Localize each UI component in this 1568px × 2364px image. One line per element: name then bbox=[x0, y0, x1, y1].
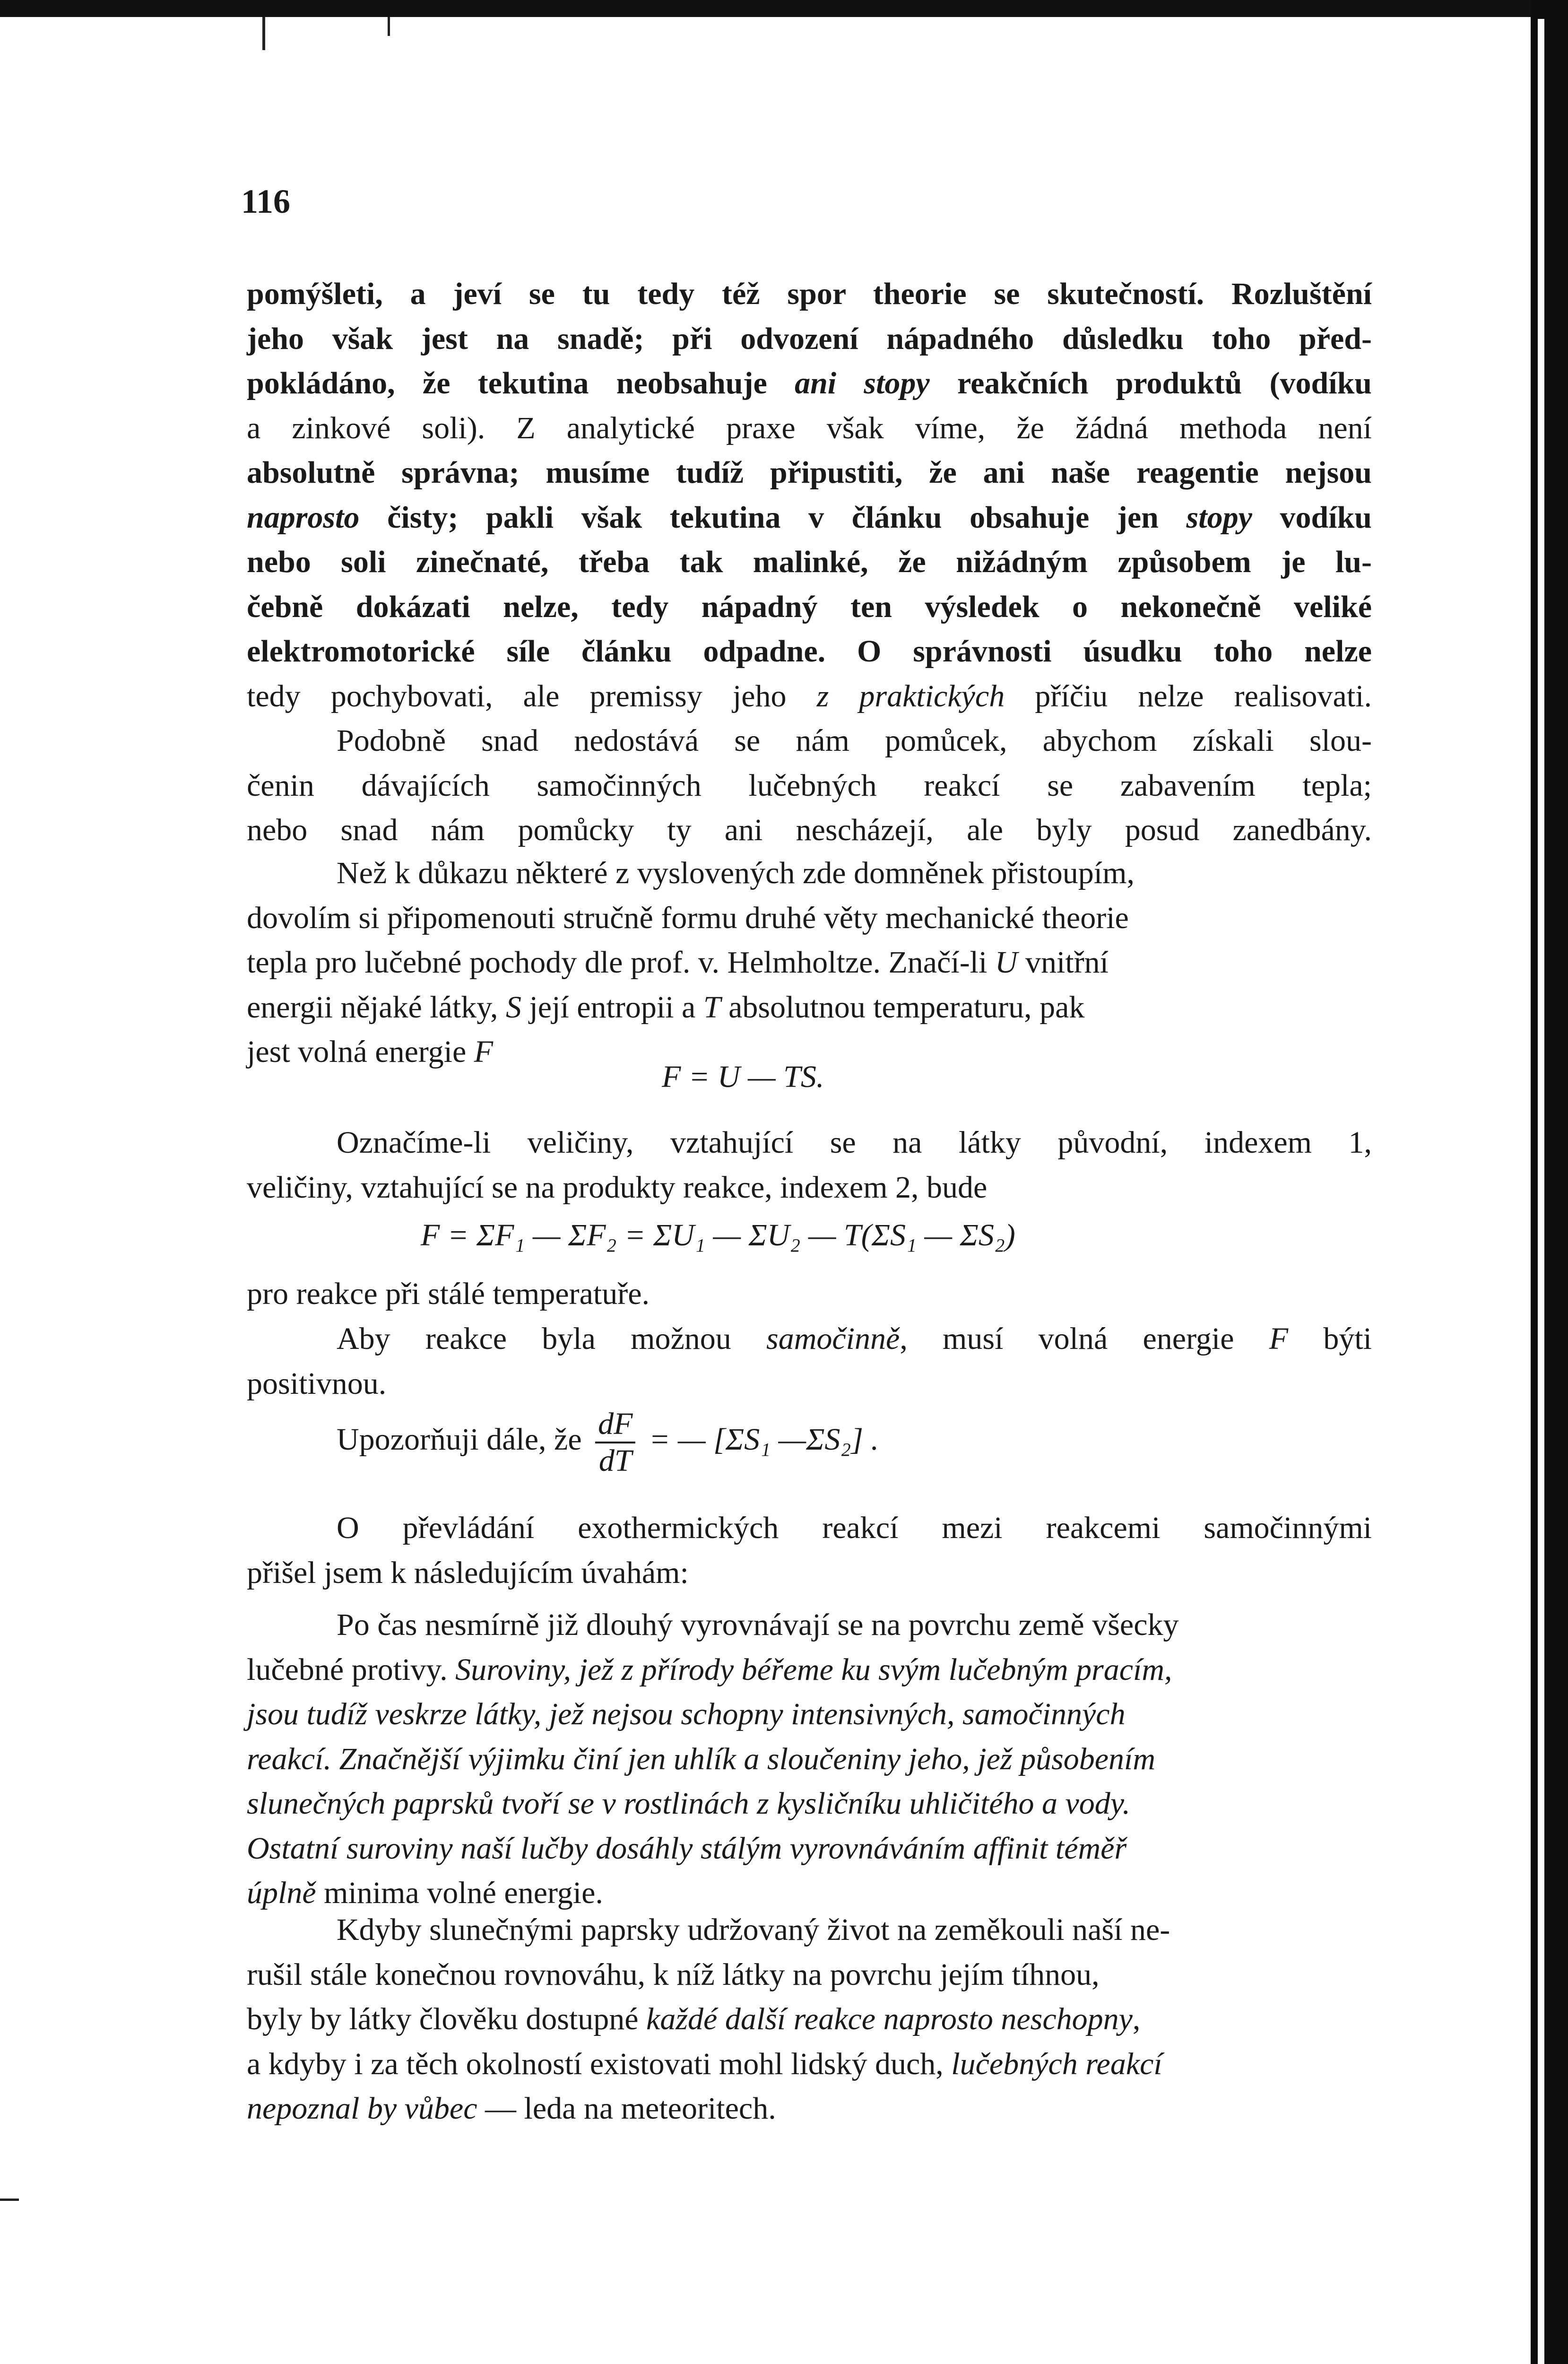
paragraph-6: Aby reakce byla možnou samočinně, musí volná energie F býti positivnou. bbox=[247, 1321, 1372, 1401]
paragraph-9: Po čas nesmírně již dlouhý vyrovnávají se na povrchu země všecky lučebné protivy. Suroviny, jež z přírody béřeme ku svým lučebným pracím, jsou tudíž veskrze látky, jež nejsou schopny intensivných, samočinných reakcí. Značnější výjimku činí jen uhlík a sloučeniny jeho, jež působením slunečných paprsků tvoří se v rostlinách z kysličníku uhličitého a vody. Ostatní suroviny naší lučby dosáhly stálým vyrovnáváním affinit téměř úplně minima volné energie. bbox=[247, 1608, 1179, 1910]
scan-mark bbox=[262, 17, 265, 50]
paragraph-5: pro reakce při stálé temperatuře. bbox=[247, 1277, 650, 1311]
formula-reaction-energy: F = ΣF₁ — ΣF₂ = ΣU₁ — ΣU₂ — T(ΣS₁ — ΣS₂) bbox=[421, 1218, 1015, 1252]
paragraph-10: Kdyby slunečnými paprsky udržovaný život na zeměkouli naší ne- rušil stále konečnou rovnováhu, k níž látky na povrchu jejím tíhnou, byly by látky člověku dostupné každé další reakce naprosto neschopny, a kdyby i za těch okolností existovati mohl lidský duch, lučebných reakcí nepoznal by vůbec — leda na meteoritech. bbox=[247, 1912, 1170, 2126]
paragraph-1: pomýšleti, a jeví se tu tedy též spor theorie se skutečností. Rozluštění jeho však jest na snadě; při odvození nápadného důsledku toho před- pokládáno, že tekutina neobsahuje ani stopy reakčních produktů (vodíku a zinkové soli). Z analytické praxe však víme, že žádná methoda není absolutně správna; musíme tudíž připustiti, že ani naše reagentie nejsou naprosto čisty; pakli však tekutina v článku obsahuje jen stopy vodíku nebo soli zinečnaté, třeba tak malinké, že nižádným způsobem je lu- čebně dokázati nelze, tedy nápadný ten výsledek o nekonečně veliké elektromotorické síle článku odpadne. O správnosti úsudku toho nelze tedy pochybovati, ale premissy jeho z praktických příčiu nelze realisovati. bbox=[247, 277, 1372, 713]
paragraph-2: Podobně snad nedostává se nám pomůcek, abychom získali slou- čenin dávajících samočinných lučebných reakcí se zabavením tepla; nebo snad nám pomůcky ty ani nescházejí, ale byly posud zanedbány. bbox=[247, 723, 1372, 847]
scan-border-right bbox=[1531, 0, 1568, 2364]
paragraph-4: Označíme-li veličiny, vztahující se na látky původní, indexem 1, veličiny, vztahující se na produkty reakce, indexem 2, bude bbox=[247, 1125, 1372, 1205]
scan-mark bbox=[0, 2199, 19, 2201]
fraction: $\frac{dF}{dT}$ bbox=[595, 1407, 635, 1478]
page-number: 116 bbox=[241, 183, 291, 220]
formula-derivative: Upozorňuji dále, že $\frac{dF}{dT}$ = — [ΣS₁ —ΣS₂] . bbox=[337, 1407, 879, 1478]
scan-border-top bbox=[0, 0, 1568, 17]
scan-mark bbox=[388, 17, 390, 36]
scan-border-right-gap bbox=[1538, 19, 1544, 2364]
paragraph-8: O převládání exothermických reakcí mezi reakcemi samočinnými přišel jsem k následujícím úvahám: bbox=[247, 1511, 1372, 1590]
formula-free-energy: F = U — TS. bbox=[662, 1060, 824, 1094]
paragraph-3: Než k důkazu některé z vyslovených zde domněnek přistoupím, dovolím si připomenouti stručně formu druhé věty mechanické theorie tepla pro lučebné pochody dle prof. v. Helmholtze. Značí-li U vnitřní energii nějaké látky, S její entropii a T absolutnou temperaturu, pak jest volná energie F bbox=[247, 856, 1135, 1069]
